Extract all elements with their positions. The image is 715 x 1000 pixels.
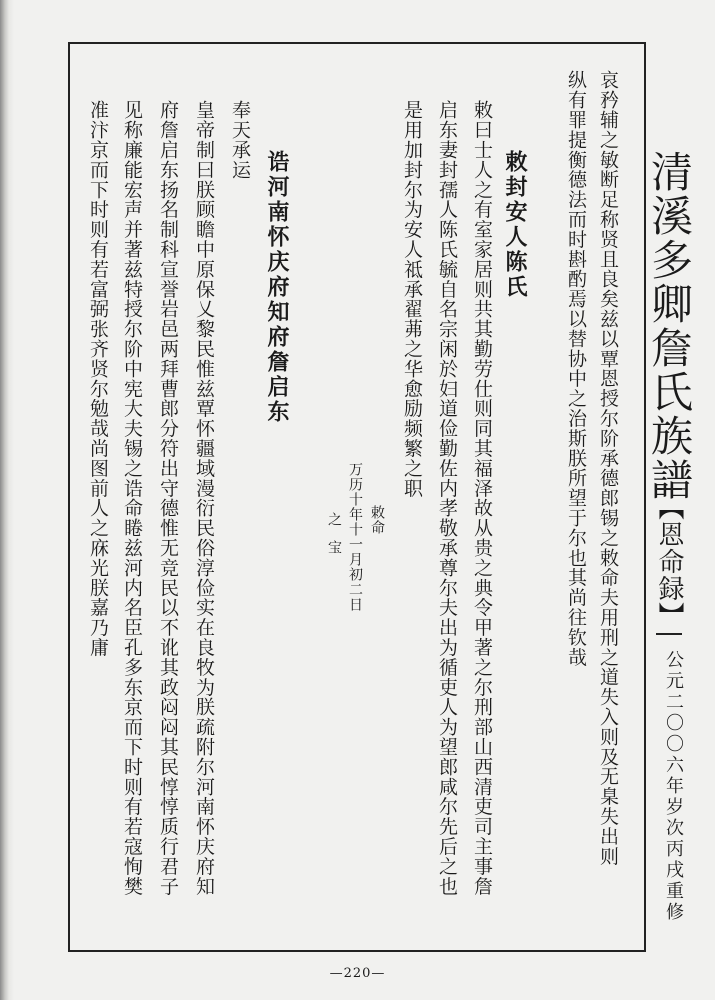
binding-edge	[0, 0, 14, 1000]
edict-mark: 敕命	[369, 505, 385, 535]
text-column-13: 府詹启东扬名制科宣誉岩邑两拜曹郎分符出守德惟无竞民以不讹其政闷闷其民惇惇质行君子	[157, 100, 179, 896]
text-column-12: 皇帝制曰朕顾瞻中原保乂黎民惟兹覃怀疆域漫衍民俗淳俭实在良牧为朕疏附尔河南怀庆府知	[193, 100, 215, 896]
text-column-11: 奉天承运	[229, 100, 251, 180]
text-column-6: 是用加封尔为安人祗承翟茀之华愈励频繁之职	[401, 100, 423, 498]
page-number: —220—	[329, 966, 386, 981]
text-column-1: 哀矜辅之敏断足称贤且良矣兹以覃恩授尔阶承德郎锡之敕命夫用刑之道失入则及无臬失出则	[597, 70, 619, 866]
text-column-14: 见称廉能宏声并著兹特授尔阶中宪大夫锡之诰命睠兹河内名臣孔多东京而下时则有若寇恂樊	[121, 100, 143, 896]
text-column-15: 准汴京而下时则有若富弼张齐贤尔勉哉尚图前人之庥光朕嘉乃庸	[87, 100, 109, 658]
text-column-4: 敕曰士人之有室家居则共其勤劳仕则同其福泽故从贵之典令甲著之尔刑部山西清吏司主事詹	[471, 100, 493, 896]
section-title: 【恩命録】	[656, 488, 682, 635]
seal-mark: 之宝	[326, 512, 342, 568]
section-heading-huaiqing-prefect: 诰河南怀庆府知府詹启东	[264, 150, 290, 425]
section-heading-anren-chen: 敕封安人陈氏	[502, 150, 528, 300]
text-column-2: 纵有罪提衡德法而时斟酌焉以替协中之治斯朕所望于尔也其尚往钦哉	[565, 70, 587, 667]
edition-note: 公元二〇〇六年岁次丙戌重修	[663, 650, 684, 923]
text-column-5: 启东妻封孺人陈氏毓自名宗闲於妇道俭勤佐内孝敬承尊尔夫出为循吏人为望郎咸尔先后之也	[436, 100, 458, 896]
book-title: 清溪多卿詹氏族譜	[645, 150, 694, 502]
edict-date: 万历十年十一月初二日	[347, 462, 363, 612]
